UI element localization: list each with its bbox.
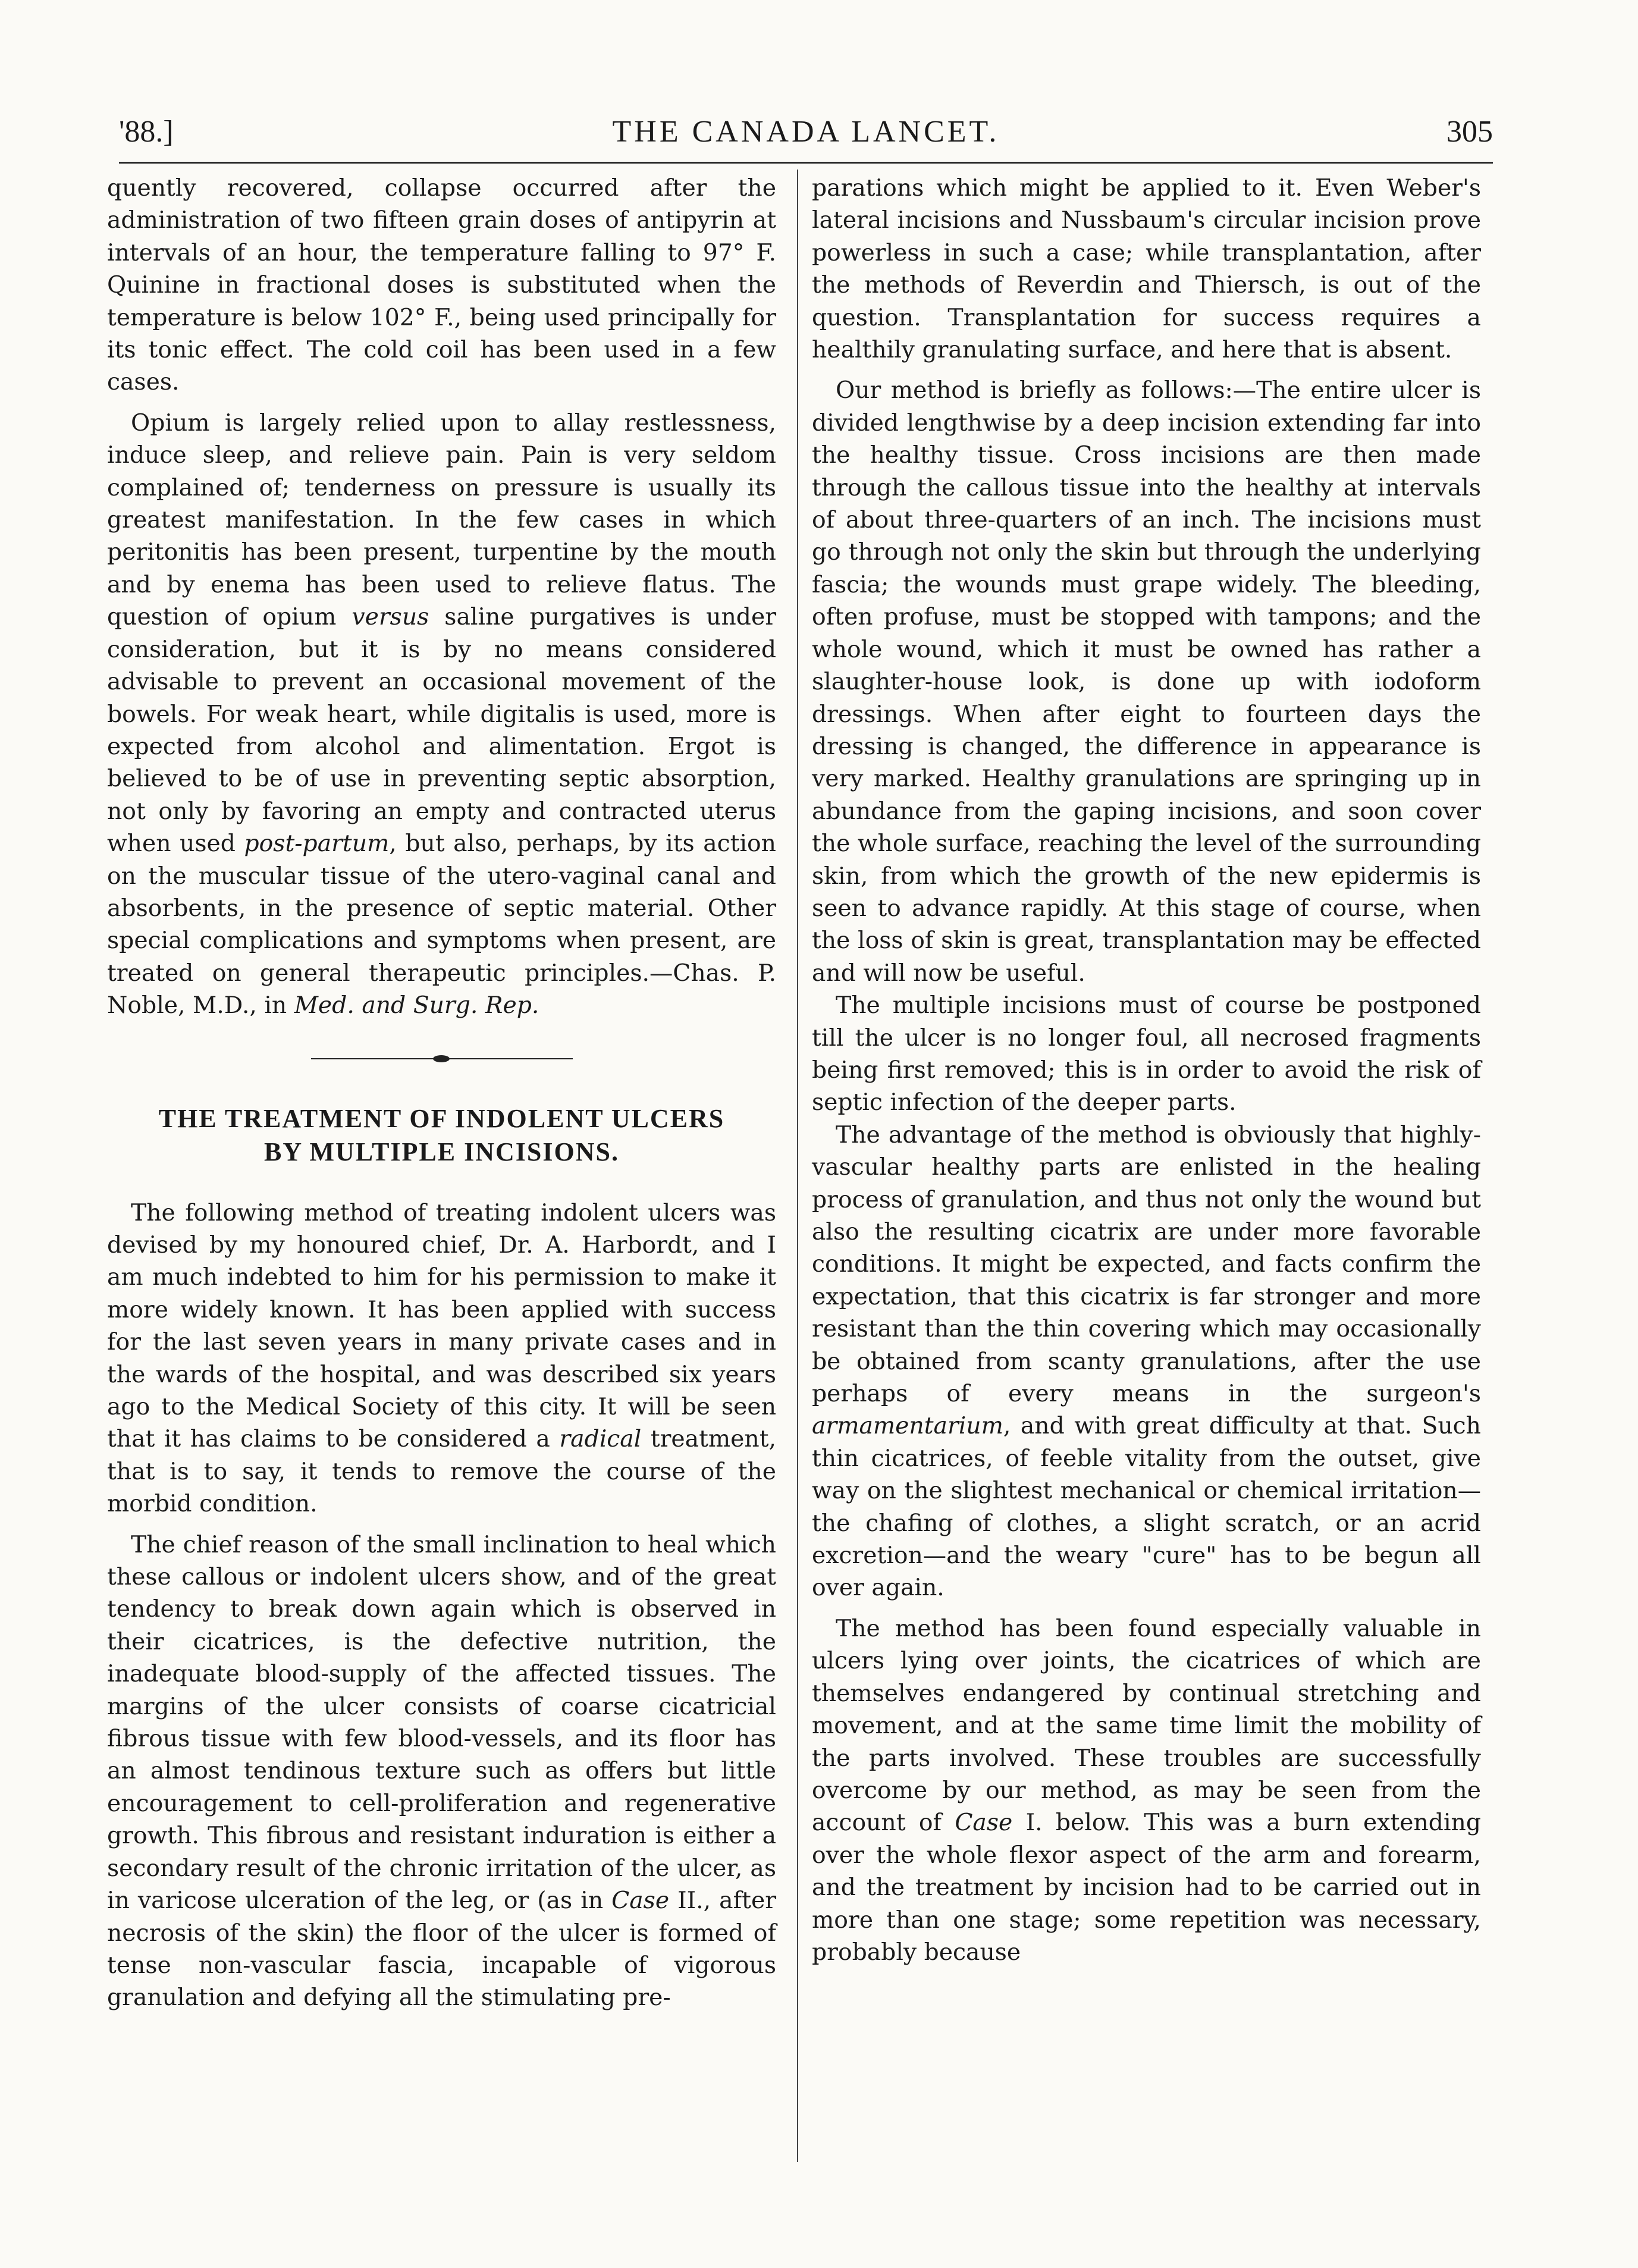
text-run: II., after necrosis of the skin) the floor of the ulcer is formed of tense non-vascular fascia, incapable of vigorous granulation and defying all the stimulating pre- bbox=[107, 1887, 776, 2012]
article-title-line-1: THE TREATMENT OF INDOLENT ULCERS bbox=[158, 1103, 725, 1133]
text-run: The following method of treating indolent ulcers was devised by my honoured chief, Dr. A. Harbordt, and I am much indebted to him for his permission to make it more widely known. It has been applied with success for the last seven years in many private cases and in the wards of the hospital, and was described six years ago to the Medical Society of this city. It will be seen that it has claims to be considered a bbox=[107, 1199, 776, 1453]
paragraph-joints bbox=[812, 1613, 1481, 1969]
paragraph-preparations: parations which might be applied to it. Even Weber's lateral incisions and Nussbaum's circular incision prove powerless in such a case; while transplantation, after the methods of Reverdin and Thiersch, is out of the question. Transplantation for success requires a healthily granulating surface, and here that is absent. bbox=[812, 175, 1481, 364]
paragraph-postponed: The multiple incisions must of course be postponed till the ulcer is no longer foul, all necrosed fragments being first removed; this is in order to avoid the risk of septic infection of the deeper parts. bbox=[812, 992, 1481, 1116]
attribution-source: Med. and Surg. Rep. bbox=[294, 992, 539, 1019]
text-run: The advantage of the method is obviously that highly-vascular healthy parts are enlisted in the healing process of granulation, and thus not only the wound but also the resulting cicatrix are under more favorable conditions. It might be expected, and facts confirm the expectation, that this cicatrix is far stronger and more resistant than the thin covering which may occasionally be obtained from scanty granulations, after the use perhaps of every means in the surgeon's bbox=[812, 1121, 1481, 1408]
article-title bbox=[107, 1102, 776, 1169]
divider-ornament bbox=[433, 1055, 450, 1062]
paragraph-advantage bbox=[812, 1119, 1481, 1605]
italic-armamentarium: armamentarium bbox=[812, 1413, 1003, 1440]
text-run: saline purgatives is under consideration, but it is by no means considered advisable to prevent an occasional movement of the bowels. For weak heart, while digitalis is used, more is expected from alcohol and alimentation. Ergot is believed to be of use in preventing septic absorption, not only by favoring an empty and contracted uterus when used bbox=[107, 604, 776, 858]
left-column bbox=[107, 172, 776, 2015]
text-run: Opium is largely relied upon to allay restlessness, induce sleep, and relieve pain. Pain is very seldom complained of; tenderness on pressure is usually its greatest manifestation. In the few cases in which peritonitis has been present, turpentine by the mouth and by enema has been used to relieve flatus. The question of opium bbox=[107, 409, 776, 631]
right-column bbox=[812, 172, 1481, 1969]
page-number: 305 bbox=[1446, 115, 1493, 149]
paragraph-antipyrin: quently recovered, collapse occurred after the administration of two fifteen grain doses of antipyrin at intervals of an hour, the temperature falling to 97° F. Quinine in fractional doses is substituted when the temperature is below 102° F., being used principally for its tonic effect. The cold coil has been used in a few cases. bbox=[107, 175, 776, 396]
text-run: The method has been found especially valuable in ulcers lying over joints, the cicatrices of which are themselves endangered by continual stretching and movement, and at the same time limit the mobility of the parts involved. These troubles are successfully overcome by our method, as may be seen from the account of bbox=[812, 1615, 1481, 1837]
volume-year: '88.] bbox=[119, 115, 174, 149]
text-run: I. below. This was a burn extending over the whole flexor aspect of the arm and forearm, and the treatment by incision had to be carried out in more than one stage; some repetition was necessary, probably because bbox=[812, 1809, 1481, 1966]
header-rule bbox=[119, 162, 1493, 164]
text-run: The chief reason of the small inclination to heal which these callous or indolent ulcers show, and of the great tendency to break down again which is observed in their cicatrices, is the defective nutrition, the inadequate blood-supply of the affected tissues. The margins of the ulcer consists of coarse cicatricial fibrous tissue with few blood-vessels, and its floor has an almost tendinous texture such as offers but little encouragement to cell-proliferation and regenerative growth. This fibrous and resistant induration is either a secondary result of the chronic irritation of the ulcer, as in varicose ulceration of the leg, or (as in bbox=[107, 1531, 776, 1915]
text-run: treatment, that is to say, it tends to remove the course of the morbid condition. bbox=[107, 1426, 776, 1518]
italic-versus: versus bbox=[352, 604, 429, 631]
paragraph-chief-reason bbox=[107, 1529, 776, 2015]
paragraph-method-origin bbox=[107, 1197, 776, 1521]
section-divider bbox=[311, 1055, 573, 1063]
paragraph-our-method: Our method is briefly as follows:—The entire ulcer is divided lengthwise by a deep incision extending far into the healthy tissue. Cross incisions are then made through the callous tissue into the healthy at intervals of about three-quarters of an inch. The incisions must go through not only the skin but through the underlying fascia; the wounds must grape widely. The bleeding, often profuse, must be stopped with tampons; and the whole wound, which it must be owned has rather a slaughter-house look, is done up with iodoform dressings. When after eight to fourteen days the dressing is changed, the difference in appearance is very marked. Healthy granulations are springing up in abundance from the gaping incisions, and soon cover the whole surface, reaching the level of the surrounding skin, from which the growth of the new epidermis is seen to advance rapidly. At this stage of course, when the loss of skin is great, transplantation may be effected and will now be useful. bbox=[812, 377, 1481, 987]
text-run: , but also, perhaps, by its action on the muscular tissue of the utero-vaginal canal and absorbents, in the presence of septic material. Other special complications and symptoms when present, are treated on general therapeutic principles.—Chas. P. Noble, M.D., in bbox=[107, 830, 776, 1019]
italic-radical: radical bbox=[559, 1426, 642, 1453]
italic-case: Case bbox=[955, 1809, 1013, 1837]
italic-post-partum: post-partum bbox=[244, 830, 390, 858]
text-run: , and with great difficulty at that. Such thin cicatrices, of feeble vitality from the outset, give way on the slightest mechanical or chemical irritation—the chafing of clothes, a slight scratch, or an acrid excretion—and the weary "cure" has to be begun all over again. bbox=[812, 1413, 1481, 1602]
running-header bbox=[119, 105, 1493, 158]
journal-title: THE CANADA LANCET. bbox=[612, 115, 1000, 149]
article-title-line-2: BY MULTIPLE INCISIONS. bbox=[263, 1137, 619, 1166]
italic-case: Case bbox=[611, 1887, 670, 1915]
paragraph-opium bbox=[107, 407, 776, 1022]
column-rule bbox=[797, 170, 798, 2162]
